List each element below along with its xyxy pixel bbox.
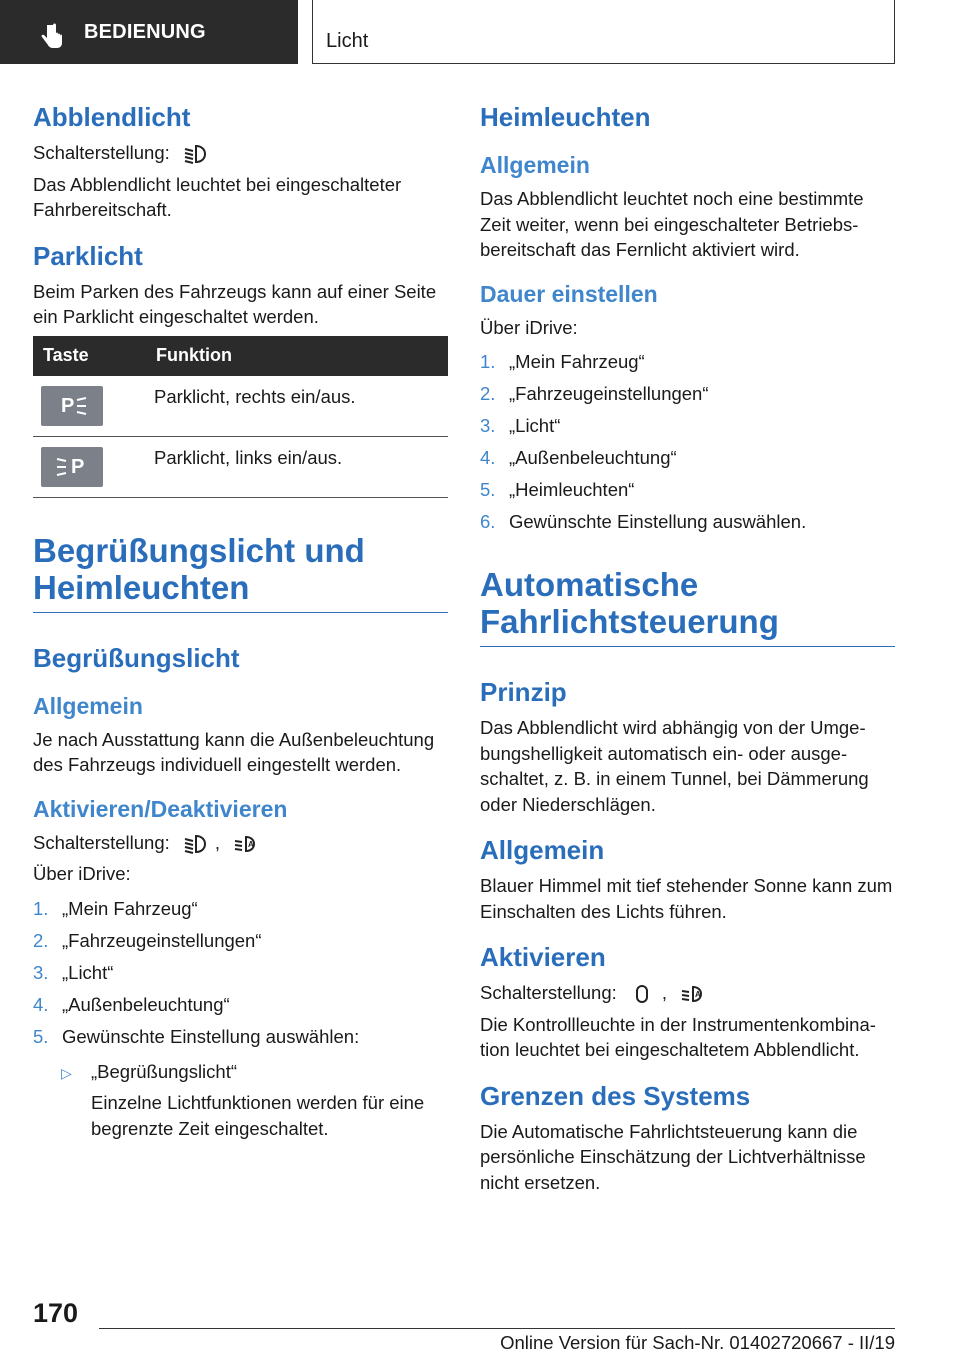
list-item: 1. „Mein Fahrzeug“ <box>33 897 198 919</box>
footer-divider <box>99 1328 895 1329</box>
svg-text:A: A <box>248 839 254 849</box>
auto-headlight-icon <box>233 833 257 855</box>
limits-text: Die Automatische Fahrlichtsteuerung kann die persönliche Einschätzung der Lichtverhältnisse nicht ersetzen. <box>480 1120 866 1193</box>
version-text: Online Version für Sach-Nr. 01402720667 - II/19 <box>500 1332 895 1353</box>
triangle-bullet-icon: ▷ <box>61 1064 72 1081</box>
heading-automatische-fahrlichtsteuerung: Automatische Fahrlichtsteuerung <box>480 566 895 647</box>
heading-aktivieren: Aktivieren <box>480 942 606 972</box>
heading-allgemein-2: Allgemein <box>480 835 605 865</box>
general-text: Je nach Ausstattung kann die Außenbeleuchtung des Fahrzeugs individuell eingestellt werden. <box>33 728 435 775</box>
table-row <box>33 376 448 437</box>
park-text: Beim Parken des Fahrzeugs kann auf einer Seite ein Parklicht eingeschaltet werden. <box>33 280 437 327</box>
table-cell-function: Parklicht, rechts ein/aus. <box>146 376 448 437</box>
heading-parklicht: Parklicht <box>33 240 143 271</box>
list-item: 4. „Außenbeleuchtung“ <box>480 447 677 468</box>
activate-text: Die Kontrollleuchte in der Instrumentenkombination leuchtet bei eingeschaltetem Abblendlicht. <box>480 1013 876 1060</box>
list-item: 1. „Mein Fahrzeug“ <box>480 351 645 372</box>
sub-item: ▷ „Begrüßungslicht“ Einzelne Lichtfunktionen werden für eine begrenzte Zeit eingeschaltet. <box>61 1060 425 1139</box>
heading-begruessungslicht: Begrüßungslicht <box>33 642 240 673</box>
heading-allgemein: Allgemein <box>33 692 143 719</box>
table-row <box>33 436 448 497</box>
parking-light-right-icon: P <box>61 394 75 417</box>
list-item: 4. „Außenbeleuchtung“ <box>33 993 230 1015</box>
idrive-label: Über iDrive: <box>480 316 578 338</box>
list-item: 5. Gewünschte Einstellung auswählen: <box>33 1025 360 1047</box>
idrive-label: Über iDrive: <box>33 863 131 884</box>
heading-heimleuchten: Heimleuchten <box>480 102 651 132</box>
low-beam-icon <box>183 143 207 165</box>
auto-headlight-icon <box>680 983 704 1005</box>
abblend-switch-line: Schalterstellung: <box>33 140 448 166</box>
svg-text:A: A <box>695 990 701 1000</box>
parklicht-table <box>33 336 448 498</box>
list-item: 3. „Licht“ <box>33 961 114 983</box>
heading-prinzip: Prinzip <box>480 677 567 707</box>
heading-begruessungslicht-heimleuchten: Begrüßungslicht und Heimleuchten <box>33 532 448 613</box>
hand-pointer-icon <box>38 22 66 50</box>
heading-dauer-einstellen: Dauer einstellen <box>480 280 658 307</box>
activate-switch-line: Schalterstellung: , A <box>33 830 448 856</box>
principle-text: Das Abblendlicht wird abhängig von der Umgebungshelligkeit automatisch ein- oder ausgeschaltet, z. B. in einem Tunnel, bei Dämmerung oder Niederschlägen. <box>480 717 869 815</box>
list-item: 5. „Heimleuchten“ <box>480 479 635 500</box>
steps-list <box>33 893 448 1053</box>
low-beam-icon <box>183 833 207 855</box>
activate-switch-line: Schalterstellung: , A <box>480 980 895 1006</box>
heading-grenzen: Grenzen des Systems <box>480 1080 751 1111</box>
chapter-title: Licht <box>326 30 369 52</box>
table-header-taste: Taste <box>33 336 146 376</box>
section-tab <box>0 0 298 64</box>
heading-aktivieren-deaktivieren: Aktivieren/Deaktivieren <box>33 795 288 822</box>
left-column <box>33 100 448 1141</box>
table-header-funktion: Funktion <box>146 336 448 376</box>
abblend-text: Das Abblendlicht leuchtet bei eingeschalteter Fahrbereitschaft. <box>33 173 402 220</box>
heading-abblendlicht: Abblendlicht <box>33 102 191 132</box>
list-item: 2. „Fahrzeugeinstellungen“ <box>480 383 709 404</box>
right-column <box>480 100 895 1195</box>
chapter-tab <box>312 0 895 64</box>
list-item: 6. Gewünschte Einstellung auswählen. <box>480 511 807 532</box>
list-item: 3. „Licht“ <box>480 415 561 436</box>
parking-light-right-button <box>41 386 103 426</box>
section-label: BEDIENUNG <box>84 21 206 43</box>
parking-light-left-button <box>41 447 103 487</box>
steps-list <box>480 346 895 538</box>
heading-allgemein: Allgemein <box>480 152 590 178</box>
list-item: 2. „Fahrzeugeinstellungen“ <box>33 929 262 951</box>
general-text: Das Abblendlicht leuchtet noch eine bestimmte Zeit weiter, wenn bei eingeschalteter Betriebsbereitschaft das Fernlicht aktiviert wird. <box>480 188 864 260</box>
page-footer <box>33 1298 895 1353</box>
table-cell-function: Parklicht, links ein/aus. <box>146 436 448 497</box>
page-header <box>0 0 960 66</box>
light-off-icon <box>630 983 654 1005</box>
general2-text: Blauer Himmel mit tief stehender Sonne kann zum Einschalten des Lichts führen. <box>480 875 893 922</box>
page-number: 170 <box>33 1298 79 1328</box>
parking-light-left-icon: P <box>71 455 85 478</box>
